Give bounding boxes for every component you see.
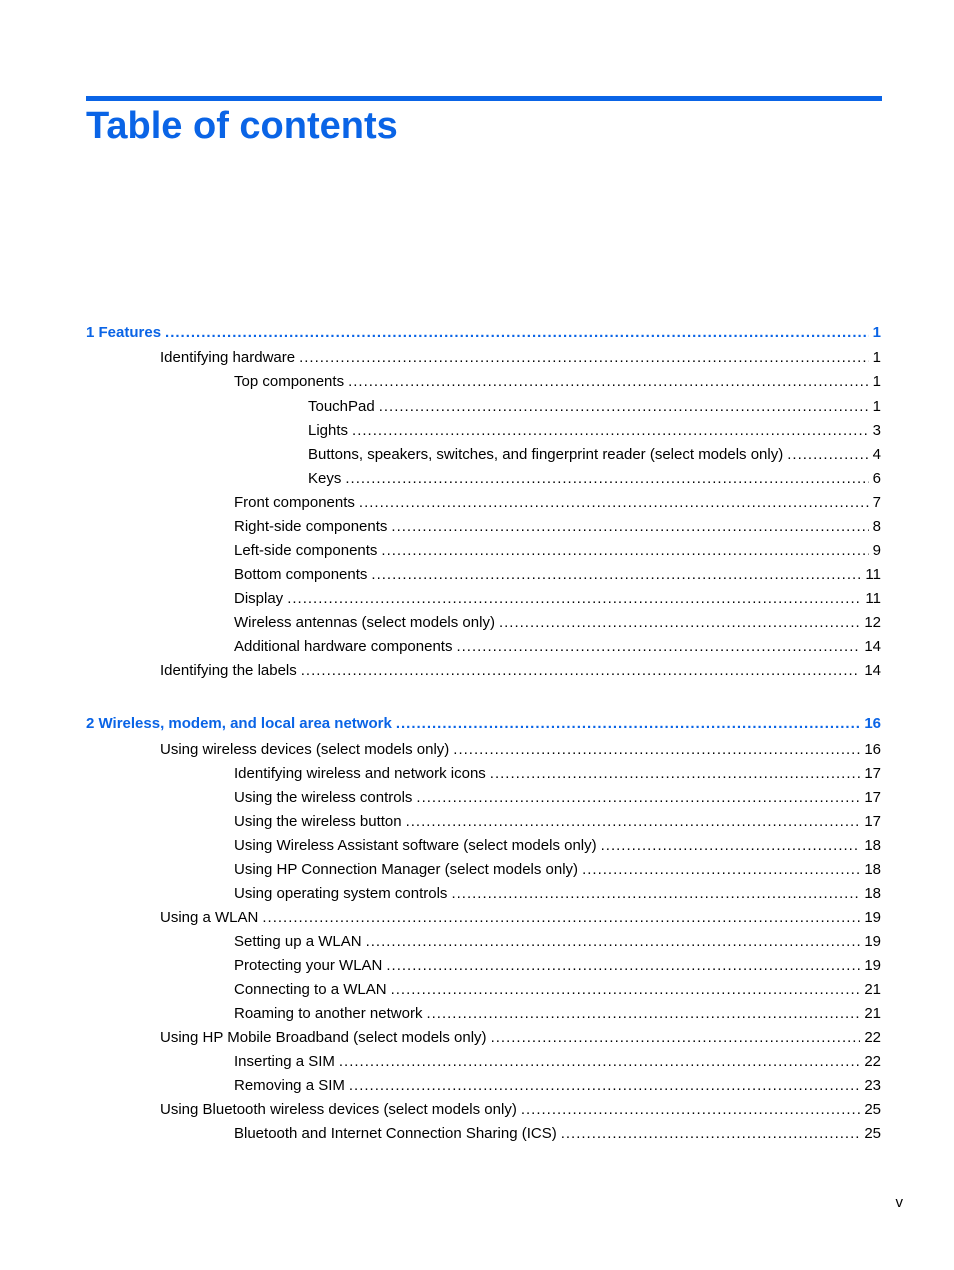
toc-leader-dots (561, 1124, 861, 1144)
toc-leader-dots (499, 613, 860, 633)
toc-entry-page: 6 (872, 470, 881, 487)
toc-entry-label: Using Wireless Assistant software (select models only) (234, 837, 597, 854)
toc-leader-dots (371, 565, 861, 585)
toc-entry-page: 18 (864, 885, 881, 902)
toc-entry-label: Using HP Connection Manager (select models only) (234, 861, 579, 878)
toc-entry-label: 2 Wireless, modem, and local area network (86, 715, 392, 732)
toc-entry-page: 12 (864, 614, 881, 631)
toc-entry-page: 18 (864, 837, 881, 854)
toc-leader-dots (416, 788, 860, 808)
toc-entry-label: 1 Features (86, 324, 162, 341)
toc-leader-dots (262, 908, 860, 928)
toc-leader-dots (391, 980, 861, 1000)
page-title: Table of contents (86, 105, 398, 147)
toc-leader-dots (451, 884, 860, 904)
toc-entry-page: 21 (864, 1005, 881, 1022)
toc-entry[interactable] (308, 445, 881, 465)
toc-entry-page: 19 (864, 933, 881, 950)
toc-entry[interactable] (234, 956, 881, 976)
toc-entry-label: Using Bluetooth wireless devices (select models only) (160, 1101, 517, 1118)
toc-chapter-entry[interactable] (86, 323, 881, 343)
toc-entry[interactable] (234, 589, 881, 609)
toc-leader-dots (396, 714, 860, 734)
toc-entry-label: Bluetooth and Internet Connection Sharing (ICS) (234, 1125, 557, 1142)
toc-entry[interactable] (234, 788, 881, 808)
toc-entry-page: 23 (864, 1077, 881, 1094)
toc-leader-dots (366, 932, 861, 952)
toc-entry-page: 14 (864, 662, 881, 679)
toc-entry[interactable] (160, 1100, 881, 1120)
toc-leader-dots (521, 1100, 860, 1120)
toc-entry-label: Identifying the labels (160, 662, 297, 679)
toc-leader-dots (601, 836, 861, 856)
toc-chapter-entry[interactable] (86, 714, 881, 734)
toc-entry-page: 9 (872, 542, 881, 559)
toc-leader-dots (386, 956, 860, 976)
toc-entry-page: 1 (872, 349, 881, 366)
toc-entry[interactable] (160, 908, 881, 928)
toc-entry-label: Using HP Mobile Broadband (select models only) (160, 1029, 487, 1046)
toc-leader-dots (391, 517, 868, 537)
toc-leader-dots (339, 1052, 860, 1072)
toc-entry[interactable] (160, 661, 881, 681)
toc-entry[interactable] (234, 884, 881, 904)
toc-entry-page: 22 (864, 1029, 881, 1046)
toc-entry-page: 21 (864, 981, 881, 998)
toc-entry-label: Front components (234, 494, 355, 511)
toc-entry-label: Additional hardware components (234, 638, 453, 655)
toc-entry-label: Buttons, speakers, switches, and fingerprint reader (select models only) (308, 446, 784, 463)
toc-entry[interactable] (234, 1004, 881, 1024)
toc-entry-page: 11 (865, 566, 881, 583)
toc-entry[interactable] (234, 860, 881, 880)
toc-entry[interactable] (234, 517, 881, 537)
toc-leader-dots (490, 764, 861, 784)
toc-leader-dots (165, 323, 869, 343)
toc-entry-label: Setting up a WLAN (234, 933, 362, 950)
toc-entry-page: 17 (864, 813, 881, 830)
toc-leader-dots (301, 661, 861, 681)
toc-entry-page: 19 (864, 909, 881, 926)
toc-entry-label: Wireless antennas (select models only) (234, 614, 495, 631)
toc-entry[interactable] (160, 1028, 881, 1048)
toc-entry-label: Identifying wireless and network icons (234, 765, 486, 782)
toc-entry-page: 18 (864, 861, 881, 878)
toc-entry-label: TouchPad (308, 398, 375, 415)
toc-leader-dots (381, 541, 868, 561)
toc-entry-page: 1 (872, 373, 881, 390)
toc-entry[interactable] (234, 372, 881, 392)
toc-entry[interactable] (308, 421, 881, 441)
toc-entry-page: 11 (865, 590, 881, 607)
toc-entry-label: Left-side components (234, 542, 378, 559)
toc-entry[interactable] (234, 812, 881, 832)
toc-entry-page: 14 (864, 638, 881, 655)
toc-entry-label: Inserting a SIM (234, 1053, 335, 1070)
toc-entry[interactable] (160, 348, 881, 368)
toc-leader-dots (348, 372, 869, 392)
toc-entry-page: 1 (872, 398, 881, 415)
toc-entry-label: Lights (308, 422, 349, 439)
toc-entry-label: Connecting to a WLAN (234, 981, 387, 998)
toc-leader-dots (359, 493, 869, 513)
toc-entry-page: 1 (872, 324, 881, 341)
toc-leader-dots (349, 1076, 860, 1096)
toc-entry[interactable] (234, 1076, 881, 1096)
toc-entry-page: 3 (872, 422, 881, 439)
toc-leader-dots (379, 397, 869, 417)
toc-entry[interactable] (234, 932, 881, 952)
toc-leader-dots (456, 637, 860, 657)
toc-entry[interactable] (234, 637, 881, 657)
toc-entry-label: Display (234, 590, 284, 607)
toc-entry-label: Removing a SIM (234, 1077, 345, 1094)
toc-entry-label: Identifying hardware (160, 349, 296, 366)
toc-entry-label: Using a WLAN (160, 909, 259, 926)
toc-entry[interactable] (234, 836, 881, 856)
toc-entry[interactable] (234, 764, 881, 784)
toc-entry[interactable] (234, 980, 881, 1000)
toc-leader-dots (299, 348, 869, 368)
toc-leader-dots (426, 1004, 860, 1024)
toc-entry-label: Top components (234, 373, 345, 390)
toc-leader-dots (582, 860, 860, 880)
toc-entry-page: 22 (864, 1053, 881, 1070)
toc-entry-label: Using the wireless controls (234, 789, 413, 806)
toc-leader-dots (287, 589, 861, 609)
toc-entry-page: 17 (864, 765, 881, 782)
toc-leader-dots (453, 740, 860, 760)
footer-page-number: v (895, 1194, 903, 1211)
toc-entry[interactable] (234, 1124, 881, 1144)
toc-leader-dots (352, 421, 869, 441)
toc-entry-label: Right-side components (234, 518, 388, 535)
toc-entry[interactable] (160, 740, 881, 760)
toc-entry-page: 19 (864, 957, 881, 974)
toc-entry[interactable] (234, 541, 881, 561)
toc-entry-label: Using the wireless button (234, 813, 402, 830)
toc-entry[interactable] (234, 1052, 881, 1072)
toc-entry-label: Roaming to another network (234, 1005, 423, 1022)
toc-entry-page: 4 (872, 446, 881, 463)
toc-leader-dots (787, 445, 868, 465)
toc-entry[interactable] (234, 613, 881, 633)
toc-entry-page: 25 (864, 1125, 881, 1142)
toc-entry-label: Using operating system controls (234, 885, 448, 902)
toc-leader-dots (345, 469, 868, 489)
toc-entry-label: Bottom components (234, 566, 368, 583)
toc-entry-page: 16 (864, 741, 881, 758)
toc-entry-page: 16 (864, 715, 881, 732)
toc-entry-page: 7 (872, 494, 881, 511)
toc-entry[interactable] (308, 469, 881, 489)
toc-entry-label: Using wireless devices (select models only) (160, 741, 450, 758)
toc-entry[interactable] (234, 493, 881, 513)
toc-entry-label: Protecting your WLAN (234, 957, 383, 974)
toc-entry[interactable] (308, 397, 881, 417)
toc-entry-page: 8 (872, 518, 881, 535)
toc-entry-page: 17 (864, 789, 881, 806)
toc-leader-dots (491, 1028, 861, 1048)
toc-entry-page: 25 (864, 1101, 881, 1118)
toc-leader-dots (406, 812, 861, 832)
toc-entry-label: Keys (308, 470, 342, 487)
toc-entry[interactable] (234, 565, 881, 585)
